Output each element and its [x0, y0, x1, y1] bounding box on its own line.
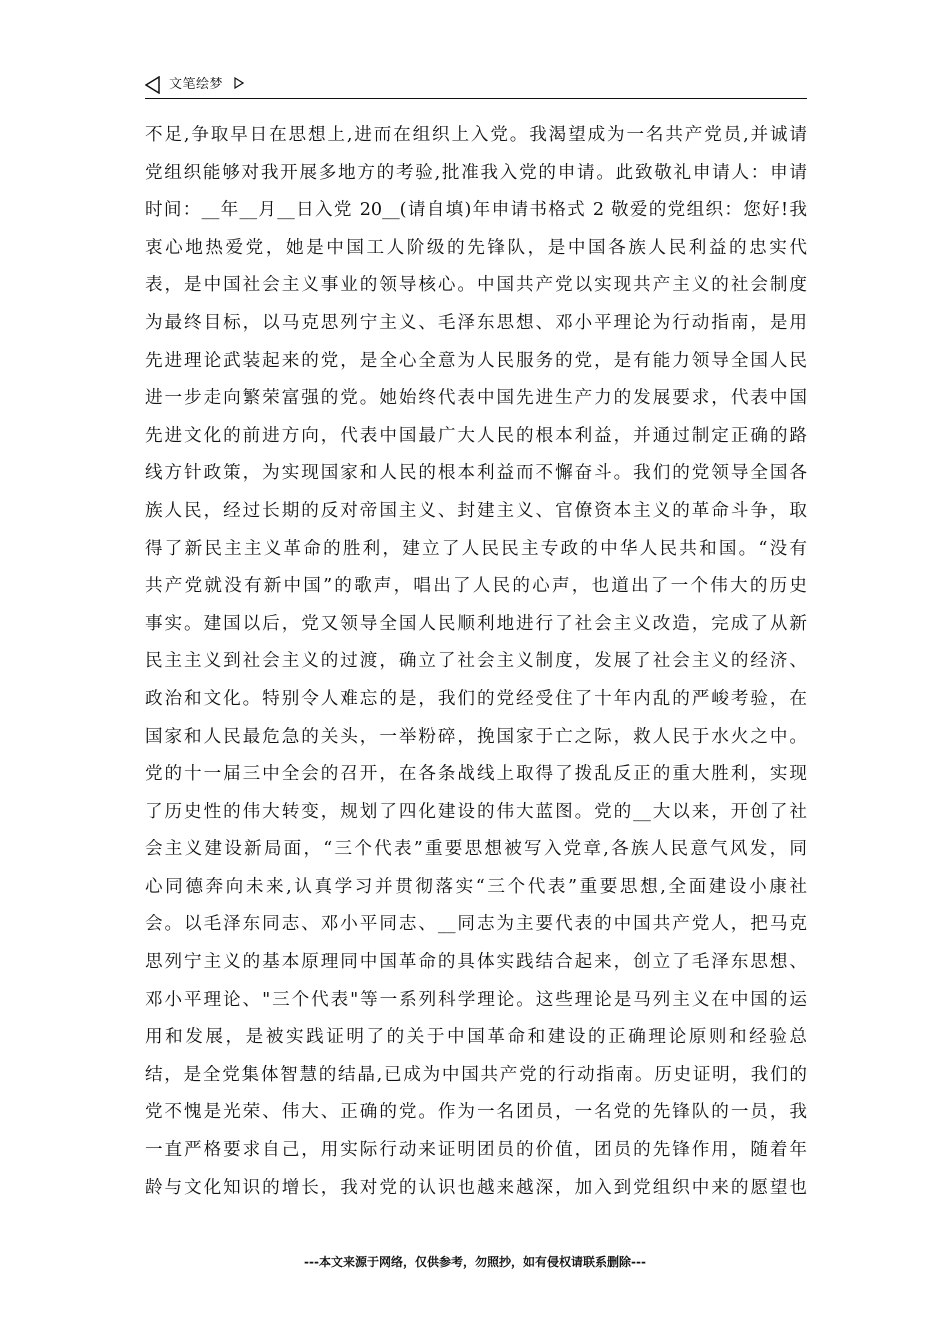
text-line: 国家和人民最危急的关头，一举粉碎，挽国家于亡之际，救人民于水火之中。: [145, 726, 807, 747]
text-line: 得了新民主主义革命的胜利，建立了人民民主专政的中华人民共和国。“没有: [145, 538, 807, 559]
triangle-left-icon: [145, 76, 160, 94]
text-line: 民主主义到社会主义的过渡，确立了社会主义制度，发展了社会主义的经济、: [145, 651, 807, 672]
text-line: 党不愧是光荣、伟大、正确的党。作为一名团员，一名党的先锋队的一员，我: [145, 1102, 807, 1123]
text-line: 先进理论武装起来的党，是全心全意为人民服务的党，是有能力领导全国人民: [145, 350, 807, 371]
text-line: 党的十一届三中全会的召开，在各条战线上取得了拨乱反正的重大胜利，实现: [145, 764, 807, 785]
text-line: 进一步走向繁荣富强的党。她始终代表中国先进生产力的发展要求，代表中国: [145, 388, 807, 409]
text-line: 为最终目标，以马克思列宁主义、毛泽东思想、邓小平理论为行动指南，是用: [145, 312, 807, 333]
text-line: 族人民，经过长期的反对帝国主义、封建主义、官僚资本主义的革命斗争，取: [145, 500, 807, 521]
footer-disclaimer: ---本文来源于网络，仅供参考，勿照抄，如有侵权请联系删除---: [304, 1255, 646, 1269]
text-line: 结，是全党集体智慧的结晶,已成为中国共产党的行动指南。历史证明，我们的: [145, 1064, 807, 1085]
text-line: 用和发展，是被实践证明了的关于中国革命和建设的正确理论原则和经验总: [145, 1027, 807, 1048]
document-body: [145, 117, 807, 1207]
text-line: 共产党就没有新中国”的歌声，唱出了人民的心声，也道出了一个伟大的历史: [145, 576, 807, 597]
text-line: 邓小平理论、"三个代表"等一系列科学理论。这些理论是马列主义在中国的运: [145, 989, 807, 1010]
page-header: [145, 74, 807, 99]
text-line: 表，是中国社会主义事业的领导核心。中国共产党以实现共产主义的社会制度: [145, 275, 807, 296]
text-line: 先进文化的前进方向，代表中国最广大人民的根本利益，并通过制定正确的路: [145, 425, 807, 446]
text-line: 线方针政策，为实现国家和人民的根本利益而不懈奋斗。我们的党领导全国各: [145, 463, 807, 484]
text-line: 不足,争取早日在思想上,进而在组织上入党。我渴望成为一名共产党员,并诚请: [145, 125, 807, 145]
text-line: 心同德奔向未来,认真学习并贯彻落实“三个代表”重要思想,全面建设小康社: [145, 876, 807, 897]
text-line: 党组织能够对我开展多地方的考验,批准我入党的申请。此致敬礼申请人：申请: [145, 162, 807, 183]
text-line: 会。以毛泽东同志、邓小平同志、__同志为主要代表的中国共产党人，把马克: [145, 914, 807, 935]
text-line: 衷心地热爱党，她是中国工人阶级的先锋队，是中国各族人民利益的忠实代: [145, 237, 807, 258]
text-line: 政治和文化。特别令人难忘的是，我们的党经受住了十年内乱的严峻考验，在: [145, 688, 807, 709]
text-line: 时间：__年__月__日入党 20__(请自填)年申请书格式 2 敬爱的党组织：您好!我: [145, 200, 807, 221]
text-line: 思列宁主义的基本原理同中国革命的具体实践结合起来，创立了毛泽东思想、: [145, 952, 807, 973]
text-line: 龄与文化知识的增长，我对党的认识也越来越深，加入到党组织中来的愿望也: [145, 1177, 807, 1198]
text-line: 事实。建国以后，党又领导全国人民顺利地进行了社会主义改造，完成了从新: [145, 613, 807, 634]
header-brand: 文笔绘梦: [169, 77, 224, 92]
text-line: 会主义建设新局面，“三个代表”重要思想被写入党章,各族人民意气风发，同: [145, 839, 807, 860]
text-line: 了历史性的伟大转变，规划了四化建设的伟大蓝图。党的__大以来，开创了社: [145, 801, 807, 822]
triangle-right-icon: [234, 77, 244, 89]
text-line: 一直严格要求自己，用实际行动来证明团员的价值，团员的先锋作用，随着年: [145, 1140, 807, 1161]
